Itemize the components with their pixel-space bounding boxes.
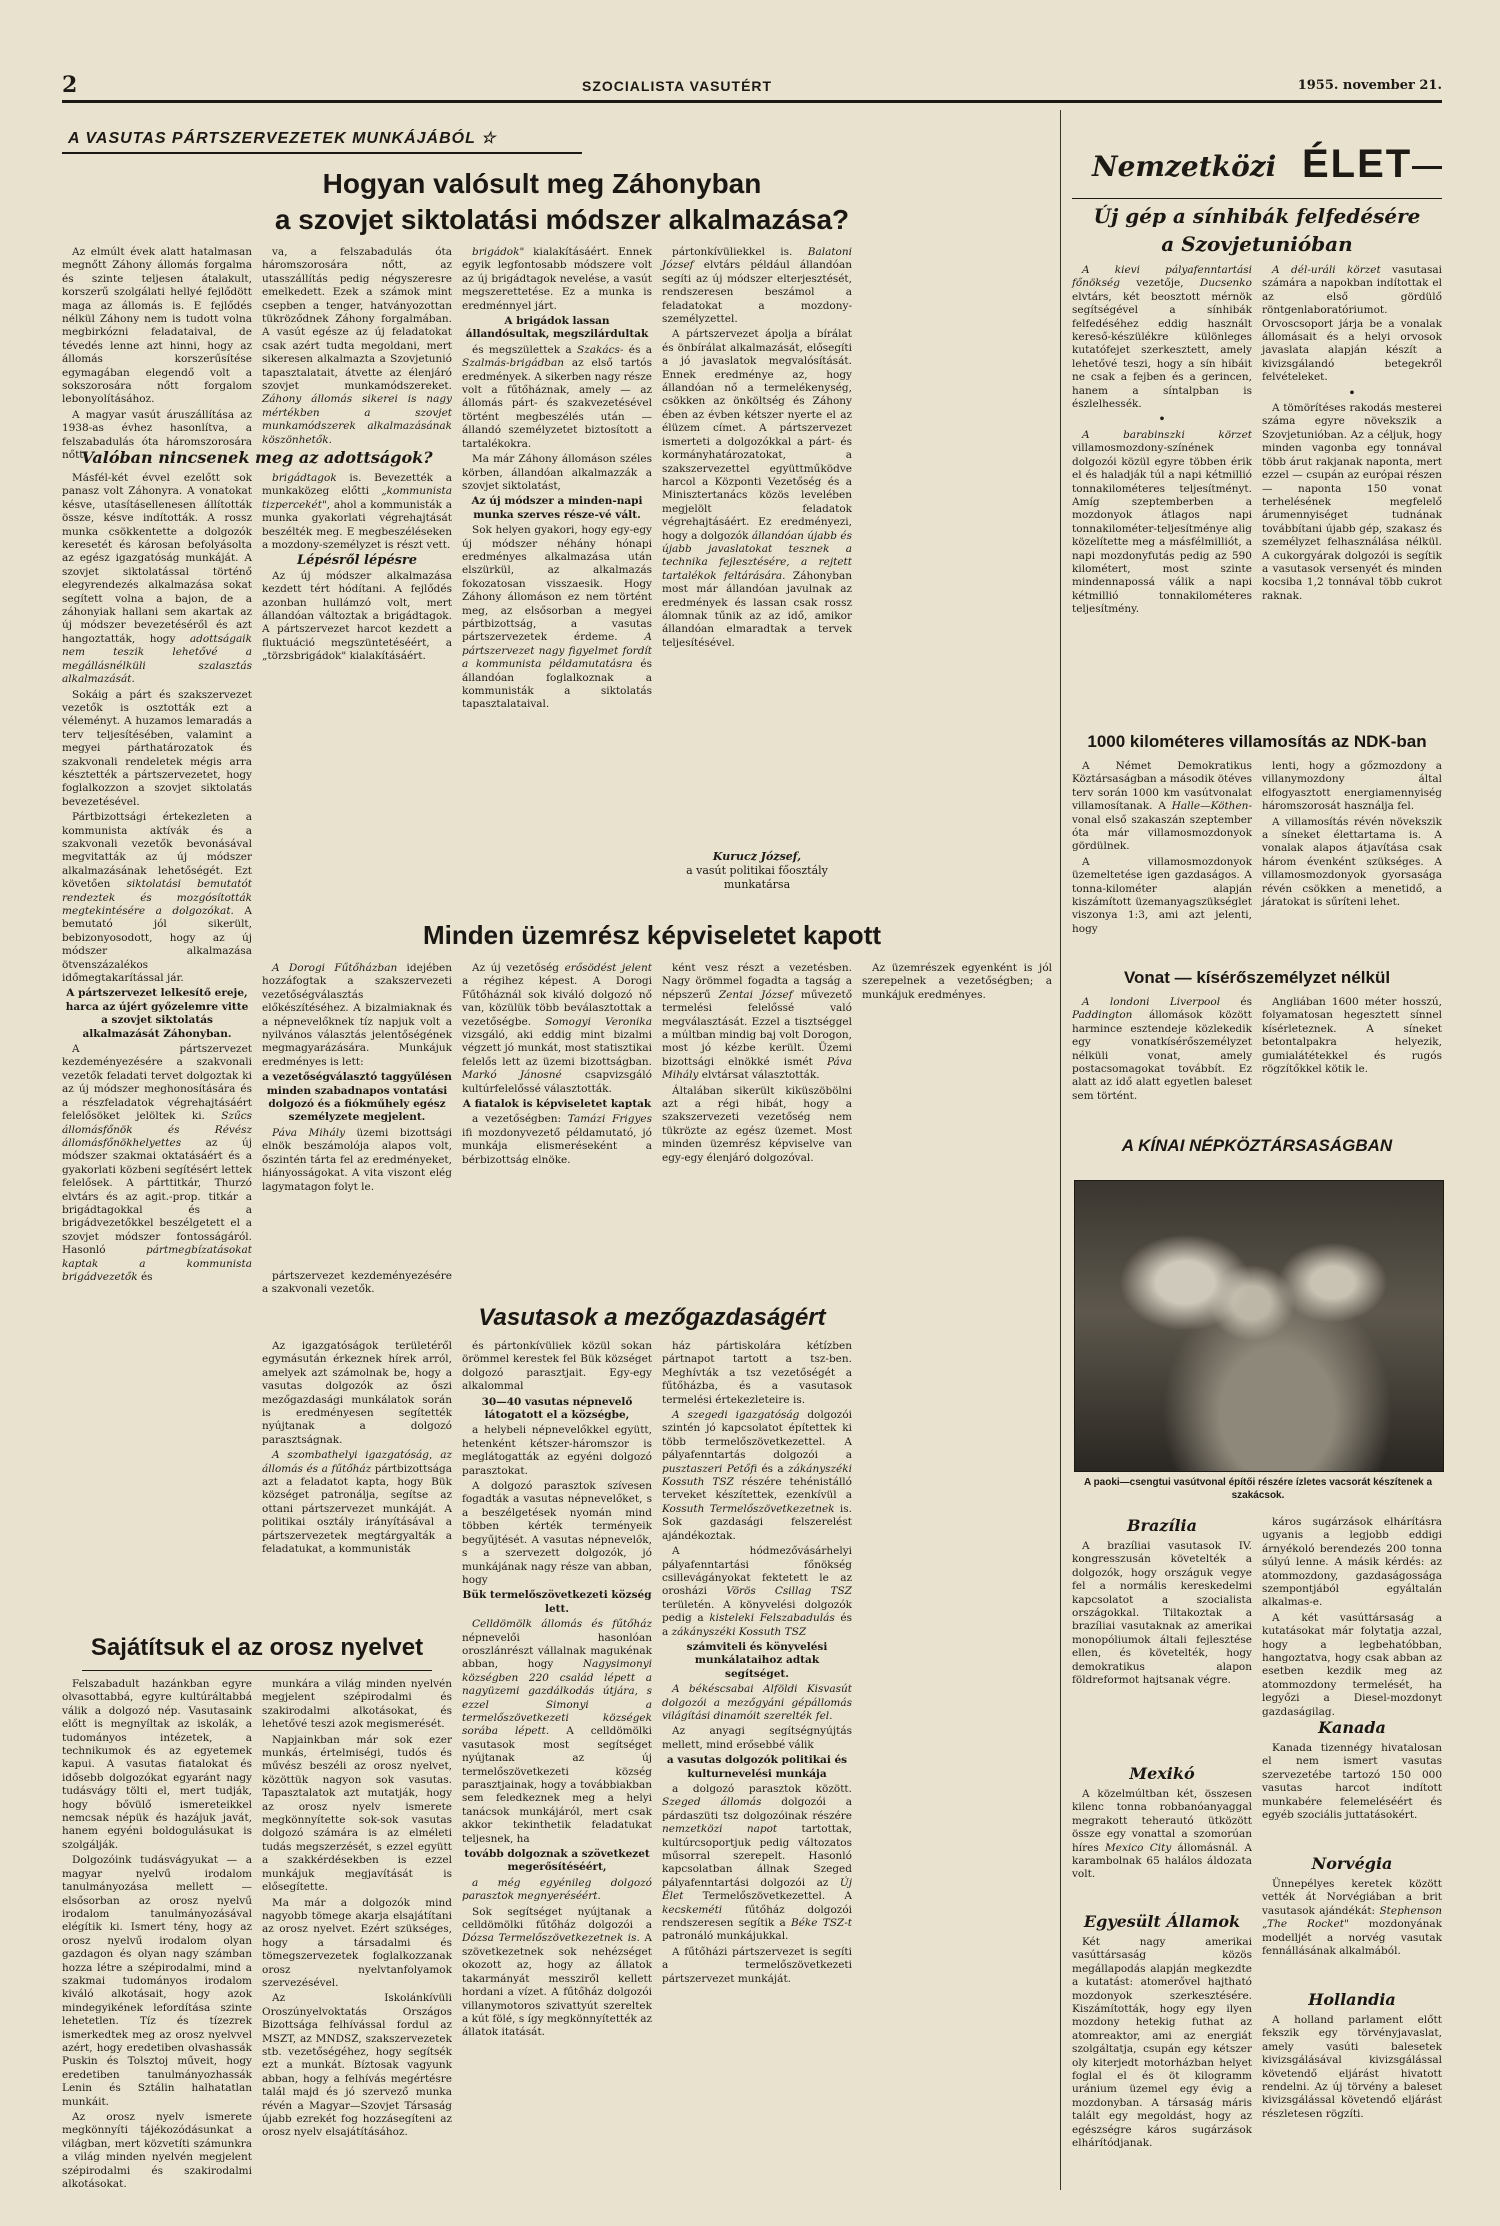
right-column-divider (1060, 110, 1061, 2190)
article4-rule (82, 1670, 432, 1671)
country-brazil: Brazília (1126, 1516, 1197, 1535)
intl2-col-2: lenti, hogy a gőzmozdony a villanymozdony által elfogyasztott energiamennyiség háromszorosát használja fel. A villamosítás révén növekszik a síneket élettartama is. A vonalak alapos átjavítása csak három évenként szükséges. A villamosmozdonyok gyorsasága révén csökken a menetidő, a járatokat is sűríteni lehet. (1262, 760, 1442, 909)
usa-text: Két nagy amerikai vasúttársaság közös megállapodás alapján megkezdte a kutatást: atomerővel hajtható mozdonyok szerkesztésére. Kiszámították, hogy egy ilyen mozdony hetekig futhat az atomreaktor, ami az energiát szolgáltatja, csupán egy kétszer oly kiterjedt motorházban helyet foglal el és öt kilogramm uránium üzemel egy évig a mozdonyban. A társaság máris talált egy megoldást, hogy az egészségre káros sugárzások elhárítódjanak. (1072, 1936, 1252, 2150)
article3-headline: Vasutasok a mezőgazdaságért (478, 1304, 826, 1331)
country-canada: Kanada (1318, 1718, 1386, 1737)
article1-col-6: brigádtagok is. Bevezették a munkaközeg előtti „kommunista tizpercekét", ahol a kommunisták a munka gyakorlati végrehajtását beszélték meg. E megbeszéléseken a mozdony-személyzet is részt vett. Lépésről lépésre Az új módszer alkalmazása kezdett tért hódítani. A fejlődés azonban hullámzó volt, mert állandóan változtak a brigádtagok. A pártszervezet harcot kezdett a fluktuáció megszüntetéséért, a „törzsbrigádok" kialakításáért. (262, 472, 452, 663)
nemzetkozi-elet-banner (1072, 136, 1442, 192)
newspaper-page (62, 70, 1442, 2200)
article1-col-4: pártonkívüliekkel is. Balatoni József elvtárs például állandóan segíti az új módszer elterjesztését, rendszeresen beszámol a feladatokat a mozdony-személyzettel. A pártszervezet ápolja a bírálat és önbírálat alkalmazását, elősegíti a jó javaslatok megvalósítását. Ennek eredménye az, hogy állandóan nő a termelékenység, csökken az önköltség és Záhony ében az évben kétszer nyerte el az élüzem címet. A pártszervezet ismerteti a dolgozókkal a párt- és kormányhatározatokat, a szakszervezettel együttműködve harcol a Központi Vezetőség és a Minisztertanács közös levelében megjelölt feladatok végrehajtásáért. Ez eredményezi, hogy a dolgozók állandóan újabb és újabb javaslatokat tesznek a technika fejlesztésére, a rejtett tartalékok feltárására. Záhonyban most már állandóan javulnak az eredmények és lassan csak rossz álomnak tűnik az az idő, amikor állandóan elmaradtak a tervek teljesítésével. (662, 246, 852, 649)
article3-col-1: Az igazgatóságok területéről egymásután érkeznek hírek arról, amelyek azt számolnak be, hogy a vasutas dolgozók az őszi mezőgazdasági munkálatok során is eredményesen segítették nyújtanak a dolgozó parasztságnak. A szombathelyi igazgatóság, az állomás és a fűtőház pártbizottsága azt a feladatot kapta, hogy Bük községet patronálja, segítse az ottani pártszervezet munkáját. A politikai osztály irányításával a pártszervezetek megtárgyalták a feladatukat, a kommunisták (262, 1340, 452, 1556)
article4-col-2: munkára a világ minden nyelvén megjelent szépirodalmi és szakirodalmi alkotásokat, és lehetővé teszi azok megismerését. Napjainkban már sok ezer munkás, értelmiségi, tudós és művész beszéli az orosz nyelvet, közöttük nagyon sok vasutas. Tapasztalatok azt mutatják, hogy az orosz nyelv ismerete megkönnyítette sok-sok vasutas dolgozó számára is az elméleti tudás megszerzését, s ezzel együtt a szakkérdésekben is ezzel munkájuk megjavítását is elősegítette. Ma már a dolgozók mind nagyobb tömege akarja elsajátítani az orosz nyelvet. Ezért szükséges, hogy a társadalmi és tömegszervezetek foglalkozzanak orosz nyelvtanfolyamok szervezésével. Az Iskolánkívüli Oroszúnyelvoktatás Országos Bizottsága felhívással fordul az MSZT, az MNDSZ, szakszervezetek stb. vezetőségéhez, hogy segítsék ezt a munkát. Bíztosak vagyunk abban, hogy a felhívás megértésre talál majd és jó szervező munka révén a Magyar—Szovjet Társaság újabb ezrekét fog hozzásegíteni az orosz nyelv elsajátításához. (262, 1678, 452, 2139)
intl1-col-2: A dél-uráli körzet vasutasai számára a napokban indítottak el az első gördülő röntgenlaboratóriumot. Orvoscsoport járja be a vonalak állomásait és a helyi orvosok javaslata alapján készít a kivizsgálandó betegekről felvételeket. • A tömörítéses rakodás mesterei száma egyre növekszik a Szovjetunióban. Az a céljuk, hogy minden vagonba egy tonnával több árut rakjanak naponta, mert ezzel — csupán az európai részen — naponta 150 vonat terhelésének megfelelő árumennyiséget tudnának továbbítani újabb gép, szakasz és személyzet felhasználása nélkül. A cukorgyárak dolgozói is segítik a vasutasok versenyét és minden kocsiba 1,2 tonnával több cukrot raknak. (1262, 264, 1442, 602)
article1-col-7: pártszervezet kezdeményezésére a szakvonali vezetők. (262, 1270, 452, 1296)
country-usa: Egyesült Államok (1083, 1912, 1241, 1931)
brazil-continued: káros sugárzások elhárításra ugyanis a legjobb eddigi árnyékoló berendezés 200 tonna súlyú lenne. A másik kérdés: az atommozdony, gazdaságossága szempontjából egyáltalán alkalmas-e. A két vasúttársaság a kutatásokat már folytatja azzal, hogy a legbehatóbban, hangoztatva, hogy csak abban az esetben kezdik meg az atommozdony termelését, ha legyőzi a Diesel-mozdonyt gazdaságilag. (1262, 1516, 1442, 1718)
article1-sub-2: Lépésről lépésre (296, 553, 418, 569)
article4-headline: Sajátítsuk el az orosz nyelvet (90, 1634, 424, 1661)
article4-col-1: Felszabadult hazánkban egyre olvasottabbá, egyre kultúráltabbá válik a dolgozó nép. Vasutasaink előtt is megnyíltak az iskolák, a tudományos intézetek, a technikumok és az egyetemek kapui. A vasutas fiatalokat és idősebb dolgozókat egyaránt nagy tudásvágy tölti el, mert tudják, hogy bővülő ismereteikkel nemcsak népük és hazájuk javát, hanem egyéni boldogulásukat is szolgálják. Dolgozóink tudásvágyukat — a magyar nyelvű irodalom tanulmányozása mellett — elsősorban az orosz nyelvű irodalom tanulmányozásával elégítik ki. Ismert tény, hogy az orosz nyelvű irodalom olyan gazdagon és olyan nagy számban hozza létre a szépirodalmi, mind a szakmai tudományos irodalom kiváló alkotásait, hogy azok mindegyikének lefordítása szinte lehetetlen. Tíz és tízezrek ismerkedtek meg az orosz nyelvvel azért, hogy eredetiben olvashassák Puskin és Tolsztoj műveit, hogy eredetiben tanulmányozhassák Lenin és Sztálin halhatatlan munkáit. Az orosz nyelv ismerete megkönnyíti tájékozódásunkat a világban, mert közvetíti számunkra a világ minden nyelvén megjelent szépirodalmi és szakirodalmi alkotásokat. (62, 1678, 252, 2191)
article1-col-3: brigádok" kialakításáért. Ennek egyik legfontosabb módszere volt az új brigádtagok nevelése, a vasút megszerettetése. Ez a munka is eredménnyel járt. A brigádok lassan állandósultak, megszilárdultak és megszülettek a Szakács- és a Szalmás-brigádban az első tartós eredmények. A sikerben nagy része volt a fűtőháznak, amely — az állomás párt- és szakvezetésével történt megbeszélés után — állandó személyzetet biztosított a tartalékokra. Ma már Záhony állomáson széles körben, állandóan alkalmazzák a szovjet siktolatást, Az új módszer a minden-napi munka szerves része-vé vált. Sok helyen gyakori, hogy egy-egy új módszer néhány hónapi eredményes alkalmazása után elszürkül, az alkalmazás fokozatosan visszaesik. Hogy Záhony állomáson ez nem történt meg, az elsősorban a megyei pártbizottság, a vasutas pártszervezetek érdeme. A pártszervezet nagy figyelmet fordít a kommunista példamutatásra és állandóan foglalkoznak a kommunisták a siktolatás tapasztalataival. (462, 246, 652, 711)
article3-col-3: ház pártiskolára kétízben pártnapot tartott a tsz-ben. Meghívták a tsz vezetőségét a fűtőházba, és a vasutasok termelési értekezleteire is. A szegedi igazgatóság dolgozói szintén jó kapcsolatot építettek ki több termelőszövetkezettel. A pályafenntartás dolgozói a pusztaszeri Petőfi és a zákányszéki Kossuth TSZ részére tehénistálló terveket készítettek, ezenkívül a Kossuth Termelőszövetkezetnek is. Sok gazdasági felszerelést ajándékoztak. A hódmezővásárhelyi pályafenntartási főnökség csillevágányokat fektetett le az orosházi Vörös Csillag TSZ területén. A könyvelési dolgozók pedig a kisteleki Felszabadulás és a zákányszéki Kossuth TSZ számviteli és könyvelési munkálataihoz adtak segítséget. A békéscsabai Alföldi Kisvasút dolgozói a mezőgyáni gépállomás világítási dinamóit szerelték fel. Az anyagi segítségnyújtás mellett, mind erősebbé válik a vasutas dolgozók politikai és kulturnevelési munkája a dolgozó parasztok között. Szeged állomás dolgozói a párdaszüti tsz dolgozóinak részére nemzetközi napot tartottak, kultúrcsoportjuk pedig változatos műsorral szerepelt. Hasonló kapcsolatban állnak Szeged pályafenntartási dolgozói az Új Élet Termelőszövetkezettel. A kecskeméti fűtőház dolgozói rendszeresen segítik a Béke TSZ-t patronáló munkájukkal. A fűtőházi pártszervezet is segíti a termelőszövetkezeti pártszervezet munkáját. (662, 1340, 853, 1985)
intl1-headline-2: a Szovjetunióban (1161, 232, 1353, 256)
intl1-col-1: A kievi pályafenntartási főnökség vezetője, Ducsenko elvtárs, két beosztott mérnök segítségével a sínhibák felfedéséhez eddig használt kereső-készülékre különleges kutatófejet szerkesztett, amely lehetővé teszi, hogy a sín hibáit ne csak a fejben és a gerincen, hanem a síntalpban is észlelhessék. • A barabinszki körzet villamosmozdony-színének dolgozói közül egyre többen érik el és haladják túl a napi kétmillió tonnakilométeres teljesítményt. Amíg szeptemberben a mozdonyok átlagos napi tonnakilométer-teljesítménye alig közelítette meg a másfélmilliót, a napi mozdonyfutás pedig az 590 kilométert, most szinte mindennapossá válik a napi kétmillió tonnakilométeres teljesítmény. (1072, 264, 1252, 616)
banner-rule (1072, 198, 1442, 199)
issue-date: 1955. november 21. (1297, 78, 1442, 93)
article2-col-1: A Dorogi Fűtőházban idejében hozzáfogtak a szakszervezeti vezetőségválasztás előkészítéséhez. A bizalmiaknak és a népnevelőknek tíz napjuk volt a nyilvános választás jelentőségének megmagyarázására. Munkájuk eredményes is lett: a vezetőségválasztó taggyűlésen minden szabadnapos vontatási dolgozó és a fiókműhely egész személyzete megjelent. Páva Mihály üzemi bizottsági elnök beszámolója alapos volt, őszintén tárta fel az eredményeket, hiányosságokat. A vita viszont elég lagymatagon folyt le. (262, 962, 452, 1193)
article1-signature-role: a vasút politikai főosztály munkatársa (686, 864, 828, 891)
article1-headline-1: Hogyan valósult meg Záhonyban (322, 168, 762, 199)
article1-col-5: Másfél-két évvel ezelőtt sok panasz volt Záhonyra. A vonatokat késve, utasításellenesen állították össze, késve indították. A rossz munka csökkentette a dolgozók keresetét és károsan befolyásolta az egész igazgatóság munkáját. A szovjet siktolatással történő elegyrendezés alkalmazása sokat segített volna a bajon, de a záhonyiak hallani sem akartak az új módszer bevezetéséről és azt hangoztatták, hogy adottságaik nem teszik lehetővé a megállásnélküli szalasztás alkalmazását. Sokáig a párt és szakszervezet vezetők is osztották ezt a véleményt. A huzamos lemaradás a terv teljesítésében, valamint a megyei párthatározatok és szakvonali rendeletek mégis arra késztették a pártszervezetet, hogy foglalkozzon a szovjet siktolatás bevezetésével. Pártbizottsági értekezleten a kommunista aktívák és a szakvonali vezetők bevonásával megvitatták az új módszer alkalmazásának lehetőségét. Ezt követően siktolatási bemutatót rendeztek és mozgósították megtekintésére a dolgozókat. A bemutató jól sikerült, bebizonyosodott, hogy az új módszer alkalmazása ötvenszázalékos időmegtakarítással jár. A pártszervezet lelkesítő ereje, harca az újért győzelemre vitte a szovjet siktolatás alkalmazását Záhonyban. A pártszervezet kezdeményezésére a szakvonali vezetők feladati tervet dolgoztak ki az új módszer meghonosítására és a részfeladatok végrehajtásáért felelősöket jelöltek ki. Szűcs állomásfőnök és Révész állomásfőnökhelyettes az új módszer szakmai oktatásáért és a gyakorlati közbeni segítésért lettek felelősek. A párttitkár, Thurzó elvtárs és az agit.-prop. titkár a brigádtagokkal és a brigádvezetőkkel beszélgetett el a szovjet módszer fontosságáról. Hasonló pártmegbízatásokat kaptak a kommunista brigádvezetők és (62, 472, 252, 1283)
rubric-rule (62, 152, 582, 154)
intl4-headline: A KÍNAI NÉPKÖZTÁRSASÁGBAN (1121, 1136, 1393, 1155)
article2-col-2: Az új vezetőség erősödést jelent a régihez képest. A Dorogi Fűtőháznál sok kiváló dolgozó nő van, közülük több beválasztottak a vezetőségbe. Somogyi Veronika vizsgáló, aki eddig mint bizalmi végzett jó munkát, most statisztikai felelős lett az üzemi bizottságban. Markó Jánosné csapvizsgáló kultúrfelelőssé választották. A fiatalok is képviseletet kaptak a vezetőségben: Tamázi Frigyes ifi mozdonyvezető példamutató, jó munkája elismeréseként a bérbizottság elnöke. (462, 962, 652, 1166)
article2-headline: Minden üzemrész képviseletet kapott (422, 920, 882, 950)
banner-arrow (1412, 166, 1442, 169)
page-number: 2 (62, 72, 78, 98)
intl1-headline-1: Új gép a sínhibák felfedésére (1093, 204, 1421, 228)
article1-sub-3: Az új módszer a minden-napi munka szerves része-vé vált. (471, 495, 643, 521)
mexico-text: A közelmúltban két, összesen kilenc tonna robbanóanyaggal megrakott teherautó ütközött össze egy vonattal a szomorúan híres Mexico City állomásnál. A karambolnak 65 halálos áldozata volt. (1072, 1788, 1252, 1881)
article1-col-1: Az elmúlt évek alatt hatalmasan megnőtt Záhony állomás forgalma és szinte teljesen átalakult, korszerű szolgálati hellyé fejlődött maga az állomás is. E fejlődés nélkül Záhony nem is tudott volna megbirkózni feladataival, de tévedés lenne azt hinni, hogy az állomás korszerűsítése egymagában elegendő volt a sokszorosára nőtt forgalom lebonyolításához. A magyar vasút áruszállítása az 1938-as évhez hasonlítva, a felszabadulás óta háromszorosára nőtt. (62, 246, 252, 462)
article2-sub-1: A fiatalok is képviseletet kaptak (462, 1098, 652, 1111)
masthead (62, 70, 1442, 103)
article1-sub-1: Valóban nincsenek meg az adottságok? (81, 448, 433, 467)
intl2-headline: 1000 kilométeres villamosítás az NDK-ban (1087, 732, 1427, 751)
photo-caption: A paoki—csengtui vasútvonal építői részére ízletes vacsorát készítenek a szakácsok. (1083, 1477, 1433, 1501)
country-netherlands: Hollandia (1308, 1990, 1396, 2009)
article1-signature (662, 850, 852, 892)
article3-col-2: és pártonkívüliek közül sokan örömmel kerestek fel Bük községet dolgozó parasztjait. Egy-egy alkalommal 30—40 vasutas népnevelő látogatott el a községbe, a helybeli népnevelőkkel együtt, hetenként kétszer-háromszor is meglátogatták az egyéni dolgozó parasztokat. A dolgozó parasztok szívesen fogadták a vasutas népnevelőket, s a beszélgetések nyomán mind többen kérték terményeik begyűjtését. A vasutas népnevelők, s a szervezett dolgozók, jó munkájának nagy része van abban, hogy Bük termelőszövetkezeti község lett. Celldömölk állomás és fűtőház népnevelői hasonlóan oroszlánrészt vállalnak magukénak abban, hogy Nagysimonyi községben 220 család lépett a nagyüzemi gazdálkodás útjára, s ezzel Simonyi a termelőszövetkezeti községek sorába lépett. A celldömölki vasutasok most segítséget nyújtanak az új termelőszövetkezeti község parasztjainak, hogy a továbbiakban sem feledkeznek meg a helyi tanácsok munkájáról, mert csak akkor tekinthetik feladatukat teljesnek, ha tovább dolgoznak a szövetkezet megerősítéséért, a még egyénileg dolgozó parasztok megnyeréséért. Sok segítséget nyújtanak a celldömölki fűtőház dolgozói a Dózsa Termelőszövetkezetnek is. A szövetkezetnek sok nehézséget okozott az, hogy az állatok takarmányát messziről kellett hordani a vízet. A fűtőház dolgozói villanymotoros szivattyút szereltek a kút fölé, s így megkönnyítették az állatok itatását. (462, 1340, 653, 2039)
intl3-col-1: A londoni Liverpool és Paddington állomások között harmince esztendeje közlekedik egy vonatkísérőszemélyzet nélküli vonat, amely postacsomagokat továbbít. Ez alatt az idő alatt egyetlen baleset sem történt. (1072, 996, 1252, 1102)
intl3-headline: Vonat — kísérőszemélyzet nélkül (1123, 968, 1391, 987)
article2-col-4: Az üzemrészek egyenként is jól szerepelnek a vezetőségben; a munkájuk eredményes. (862, 962, 1052, 1001)
canada-text: Kanada tizennégy hivatalosan el nem ismert vasutas szervezetébe tartozó 150 000 vasutas harcot indított munkabére felemeléséért és egyéb szociális juttatásokért. (1262, 1742, 1442, 1822)
netherlands-text: A holland parlament előtt fekszik egy törvényjavaslat, amely vasúti balesetek kivizsgálásával kivizsgálással követendő eljárást hivatott rendelni. Az új törvény a baleset kivizsgálással követendő eljárást részletesen rögzíti. (1262, 2014, 1442, 2120)
brazil-text: A brazíliai vasutasok IV. kongresszusán követelték a dolgozók, hogy országuk vegye fel a normális kereskedelmi kapcsolatot a szocialista országokkal. Tiltakoztak a brazíliai vasutaknak az amerikai monopóliumok általi fejlesztése ellen, és követelték, hogy demokratikus alapon földreformot hajtsanak végre. (1072, 1540, 1252, 1687)
paper-name: SZOCIALISTA VASUTÉRT (582, 78, 773, 94)
article1-col-2: va, a felszabadulás óta háromszorosára nőtt, az utasszállítás pedig négyszeresre emelkedett. Ezek a számok mint csepben a tenger, hatványozottan tükröződnek Záhony forgalmában. A vasút egésze az új feladatokat csak azért tudta megoldani, mert sikeresen alkalmazta a Szovjetunió tapasztalatait, átvette az élenjáró szovjet munkamódszereket. Záhony állomás sikerei is nagy mértékben a szovjet munkamódszerek alkalmazásának köszönhetők. (262, 246, 452, 446)
intl2-col-1: A Német Demokratikus Köztársaságban a második ötéves terv során 1000 km vasútvonalat villamosítanak. A Halle—Köthen-vonal első szakaszán szeptember óta már villamosmozdonyok gördülnek. A villamosmozdonyok üzemeltetése igen gazdaságos. A tonna-kilométer alapján kiszámított üzemanyagszükséglet viszonya 1:3, ami azt jelenti, hogy (1072, 760, 1252, 935)
article1-headline-2: a szovjet siktolatási módszer alkalmazása? (274, 204, 850, 235)
cooks-photo (1074, 1180, 1444, 1472)
section-rubric: A VASUTAS PÁRTSZERVEZETEK MUNKÁJÁBÓL ☆ (68, 130, 497, 147)
article1-signature-name: Kurucz József, (712, 850, 802, 863)
intl3-col-2: Angliában 1600 méter hosszú, folyamatosan hegesztett sínnel kísérleteznek. A síneket betontalpakra helyezik, gumialátétekkel és rugós rögzítőkkel kötik le. (1262, 996, 1442, 1076)
elet-big-title: ÉLET (1302, 142, 1413, 186)
norway-text: Ünnepélyes keretek között vették át Norvégiában a brit vasutasok ajándékát: Stephenson „The Rocket" mozdonyának modelljét a norvég vasutak fennállásának alkalmából. (1262, 1878, 1442, 1958)
country-mexico: Mexikó (1129, 1764, 1195, 1783)
article2-col-3: ként vesz részt a vezetésben. Nagy örömmel fogadta a tagság a népszerű Zentai József művezető termelési felelőssé való megválasztását. Ezzel a tisztséggel a múltban mindig baj volt Dorogon, most jó kézbe került. Üzemi bizottsági elnökké ismét Páva Mihály elvtársat választották. Általában sikerült kiküszöbölni azt a régi hibát, hogy a szakszervezeti vezetőség nem tükrözte az egész üzemet. Most minden üzemrész képviselve van egy-egy élenjáró dolgozóval. (662, 962, 853, 1164)
nemzetkozi-script-title: Nemzetközi (1092, 150, 1277, 183)
country-norway: Norvégia (1311, 1854, 1393, 1873)
